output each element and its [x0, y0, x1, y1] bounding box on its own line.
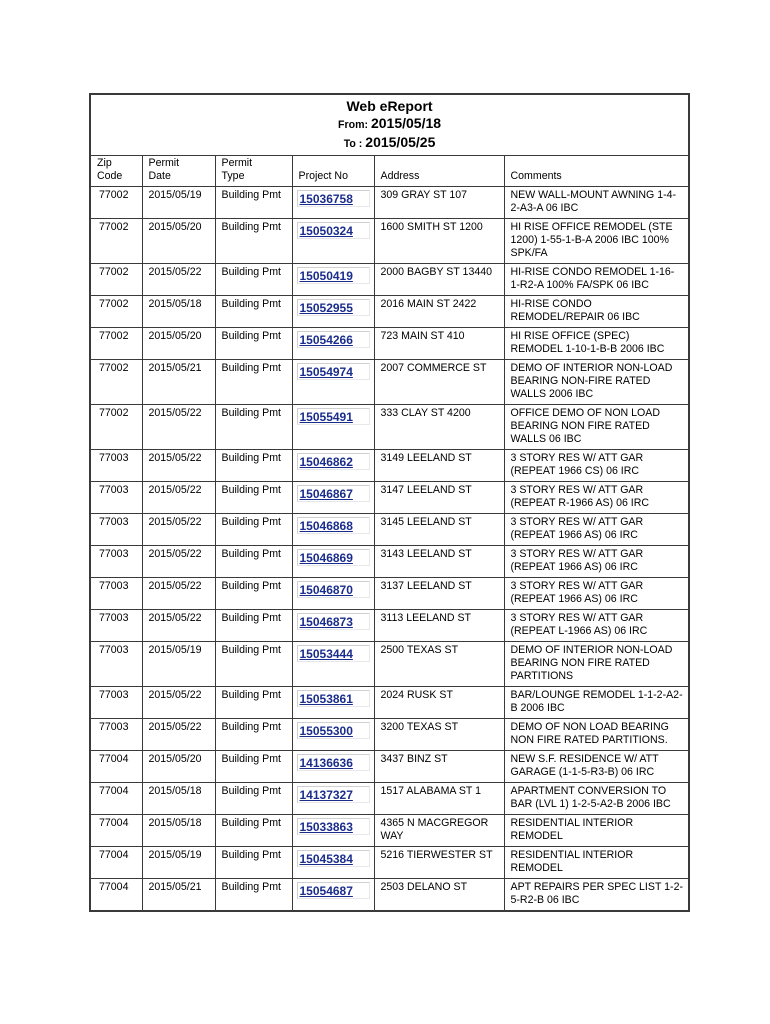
permit-date-cell: 2015/05/22 — [142, 687, 215, 719]
comments-cell: HI RISE OFFICE REMODEL (STE 1200) 1-55-1-B-A 2006 IBC 100% SPK/FA — [504, 219, 689, 264]
to-date: 2015/05/25 — [365, 134, 436, 150]
comments-cell: 3 STORY RES W/ ATT GAR (REPEAT L-1966 AS) 06 IRC — [504, 610, 689, 642]
table-row — [90, 751, 689, 783]
project-link-box — [297, 613, 370, 630]
comments-cell: DEMO OF NON LOAD BEARING NON FIRE RATED PARTITIONS. — [504, 719, 689, 751]
address-cell: 723 MAIN ST 410 — [374, 328, 504, 360]
comments-cell: BAR/LOUNGE REMODEL 1-1-2-A2-B 2006 IBC — [504, 687, 689, 719]
col-permit-date: Permit Date — [142, 156, 215, 187]
address-cell: 1517 ALABAMA ST 1 — [374, 783, 504, 815]
project-link-box — [297, 786, 370, 803]
zip-code-cell: 77002 — [90, 360, 142, 405]
address-cell: 3113 LEELAND ST — [374, 610, 504, 642]
table-row — [90, 219, 689, 264]
permit-table — [89, 93, 690, 912]
table-row — [90, 405, 689, 450]
permit-date-cell: 2015/05/18 — [142, 783, 215, 815]
table-row — [90, 187, 689, 219]
from-label: From: — [338, 119, 369, 131]
address-cell: 3137 LEELAND ST — [374, 578, 504, 610]
project-link-box — [297, 331, 370, 348]
project-link[interactable]: 15045384 — [299, 852, 353, 866]
permit-date-cell: 2015/05/22 — [142, 405, 215, 450]
permit-type-cell: Building Pmt — [215, 783, 292, 815]
col-address: Address — [374, 156, 504, 187]
comments-cell: RESIDENTIAL INTERIOR REMODEL — [504, 847, 689, 879]
project-link-box — [297, 754, 370, 771]
project-link-box — [297, 222, 370, 239]
col-comments: Comments — [504, 156, 689, 187]
project-no-cell — [292, 482, 374, 514]
project-link[interactable]: 15055300 — [299, 724, 353, 738]
project-link[interactable]: 15055491 — [299, 410, 353, 424]
permit-date-cell: 2015/05/19 — [142, 847, 215, 879]
from-line — [91, 115, 688, 134]
project-link-box — [297, 408, 370, 425]
address-cell: 2503 DELANO ST — [374, 879, 504, 912]
zip-code-cell: 77003 — [90, 719, 142, 751]
permit-date-cell: 2015/05/22 — [142, 264, 215, 296]
zip-code-cell: 77003 — [90, 578, 142, 610]
permit-date-cell: 2015/05/20 — [142, 219, 215, 264]
project-no-cell — [292, 514, 374, 546]
permit-date-cell: 2015/05/22 — [142, 482, 215, 514]
project-no-cell — [292, 578, 374, 610]
address-cell: 3145 LEELAND ST — [374, 514, 504, 546]
permit-type-cell: Building Pmt — [215, 642, 292, 687]
comments-cell: 3 STORY RES W/ ATT GAR (REPEAT 1966 AS) 06 IRC — [504, 546, 689, 578]
project-link[interactable]: 15046873 — [299, 615, 353, 629]
permit-date-cell: 2015/05/21 — [142, 360, 215, 405]
project-link-box — [297, 549, 370, 566]
table-row — [90, 847, 689, 879]
permit-date-cell: 2015/05/22 — [142, 450, 215, 482]
project-link-box — [297, 690, 370, 707]
col-zip-code: Zip Code — [90, 156, 142, 187]
address-cell: 2016 MAIN ST 2422 — [374, 296, 504, 328]
project-link[interactable]: 15054266 — [299, 333, 353, 347]
permit-type-cell: Building Pmt — [215, 187, 292, 219]
permit-type-cell: Building Pmt — [215, 815, 292, 847]
project-link-box — [297, 267, 370, 284]
address-cell: 2024 RUSK ST — [374, 687, 504, 719]
permit-date-cell: 2015/05/22 — [142, 719, 215, 751]
zip-code-cell: 77002 — [90, 328, 142, 360]
table-row — [90, 450, 689, 482]
project-no-cell — [292, 847, 374, 879]
address-cell: 333 CLAY ST 4200 — [374, 405, 504, 450]
project-link-box — [297, 850, 370, 867]
permit-type-cell: Building Pmt — [215, 578, 292, 610]
zip-code-cell: 77002 — [90, 187, 142, 219]
permit-type-cell: Building Pmt — [215, 296, 292, 328]
zip-code-cell: 77003 — [90, 546, 142, 578]
table-row — [90, 546, 689, 578]
column-header-row — [90, 156, 689, 187]
project-no-cell — [292, 719, 374, 751]
address-cell: 4365 N MACGREGOR WAY — [374, 815, 504, 847]
zip-code-cell: 77002 — [90, 219, 142, 264]
report-header — [90, 94, 689, 156]
comments-cell: NEW WALL-MOUNT AWNING 1-4-2-A3-A 06 IBC — [504, 187, 689, 219]
project-no-cell — [292, 642, 374, 687]
comments-cell: 3 STORY RES W/ ATT GAR (REPEAT 1966 AS) 06 IRC — [504, 578, 689, 610]
table-row — [90, 482, 689, 514]
zip-code-cell: 77003 — [90, 514, 142, 546]
project-link-box — [297, 299, 370, 316]
project-link[interactable]: 15054974 — [299, 365, 353, 379]
project-no-cell — [292, 450, 374, 482]
project-link-box — [297, 722, 370, 739]
project-link[interactable]: 14137327 — [299, 788, 353, 802]
permit-type-cell: Building Pmt — [215, 719, 292, 751]
address-cell: 3143 LEELAND ST — [374, 546, 504, 578]
to-label: To : — [343, 138, 363, 150]
address-cell: 2500 TEXAS ST — [374, 642, 504, 687]
table-row — [90, 719, 689, 751]
permit-type-cell: Building Pmt — [215, 219, 292, 264]
address-cell: 2000 BAGBY ST 13440 — [374, 264, 504, 296]
permit-report — [89, 93, 688, 912]
permit-type-cell: Building Pmt — [215, 687, 292, 719]
table-row — [90, 642, 689, 687]
project-link-box — [297, 190, 370, 207]
table-row — [90, 264, 689, 296]
project-no-cell — [292, 610, 374, 642]
table-row — [90, 360, 689, 405]
project-link[interactable]: 15046868 — [299, 519, 353, 533]
project-no-cell — [292, 879, 374, 912]
permit-type-cell: Building Pmt — [215, 546, 292, 578]
project-no-cell — [292, 264, 374, 296]
project-no-cell — [292, 187, 374, 219]
table-row — [90, 328, 689, 360]
zip-code-cell: 77004 — [90, 751, 142, 783]
permit-type-cell: Building Pmt — [215, 360, 292, 405]
comments-cell: 3 STORY RES W/ ATT GAR (REPEAT R-1966 AS) 06 IRC — [504, 482, 689, 514]
project-no-cell — [292, 296, 374, 328]
comments-cell: DEMO OF INTERIOR NON-LOAD BEARING NON FIRE RATED PARTITIONS — [504, 642, 689, 687]
project-no-cell — [292, 405, 374, 450]
comments-cell: HI-RISE CONDO REMODEL/REPAIR 06 IBC — [504, 296, 689, 328]
zip-code-cell: 77002 — [90, 296, 142, 328]
permit-date-cell: 2015/05/18 — [142, 296, 215, 328]
table-row — [90, 879, 689, 912]
address-cell: 5216 TIERWESTER ST — [374, 847, 504, 879]
project-link[interactable]: 15036758 — [299, 192, 353, 206]
permit-type-cell: Building Pmt — [215, 264, 292, 296]
permit-type-cell: Building Pmt — [215, 847, 292, 879]
permit-date-cell: 2015/05/22 — [142, 578, 215, 610]
project-no-cell — [292, 546, 374, 578]
project-link-box — [297, 645, 370, 662]
project-link[interactable]: 15053444 — [299, 647, 353, 661]
project-no-cell — [292, 751, 374, 783]
zip-code-cell: 77003 — [90, 450, 142, 482]
project-link[interactable]: 15052955 — [299, 301, 353, 315]
zip-code-cell: 77003 — [90, 642, 142, 687]
table-row — [90, 815, 689, 847]
project-link-box — [297, 882, 370, 899]
permit-type-cell: Building Pmt — [215, 751, 292, 783]
project-link-box — [297, 453, 370, 470]
project-link[interactable]: 15050419 — [299, 269, 353, 283]
permit-type-cell: Building Pmt — [215, 405, 292, 450]
zip-code-cell: 77004 — [90, 879, 142, 912]
project-link-box — [297, 485, 370, 502]
permit-date-cell: 2015/05/22 — [142, 514, 215, 546]
project-link[interactable]: 15050324 — [299, 224, 353, 238]
permit-date-cell: 2015/05/19 — [142, 187, 215, 219]
zip-code-cell: 77004 — [90, 815, 142, 847]
project-link[interactable]: 15046862 — [299, 455, 353, 469]
project-no-cell — [292, 328, 374, 360]
permit-type-cell: Building Pmt — [215, 450, 292, 482]
permit-date-cell: 2015/05/20 — [142, 328, 215, 360]
comments-cell: DEMO OF INTERIOR NON-LOAD BEARING NON-FIRE RATED WALLS 2006 IBC — [504, 360, 689, 405]
table-row — [90, 783, 689, 815]
permit-date-cell: 2015/05/18 — [142, 815, 215, 847]
comments-cell: APARTMENT CONVERSION TO BAR (LVL 1) 1-2-5-A2-B 2006 IBC — [504, 783, 689, 815]
zip-code-cell: 77004 — [90, 783, 142, 815]
permit-type-cell: Building Pmt — [215, 514, 292, 546]
zip-code-cell: 77002 — [90, 264, 142, 296]
project-link[interactable]: 15046870 — [299, 583, 353, 597]
permit-date-cell: 2015/05/22 — [142, 546, 215, 578]
project-no-cell — [292, 815, 374, 847]
comments-cell: 3 STORY RES W/ ATT GAR (REPEAT 1966 CS) 06 IRC — [504, 450, 689, 482]
zip-code-cell: 77002 — [90, 405, 142, 450]
permit-type-cell: Building Pmt — [215, 482, 292, 514]
address-cell: 3147 LEELAND ST — [374, 482, 504, 514]
project-link[interactable]: 15054687 — [299, 884, 353, 898]
table-row — [90, 296, 689, 328]
col-project-no: Project No — [292, 156, 374, 187]
to-line — [91, 134, 688, 153]
table-row — [90, 578, 689, 610]
permit-date-cell: 2015/05/21 — [142, 879, 215, 912]
address-cell: 2007 COMMERCE ST — [374, 360, 504, 405]
zip-code-cell: 77003 — [90, 482, 142, 514]
address-cell: 309 GRAY ST 107 — [374, 187, 504, 219]
zip-code-cell: 77003 — [90, 610, 142, 642]
permit-date-cell: 2015/05/22 — [142, 610, 215, 642]
project-no-cell — [292, 783, 374, 815]
project-no-cell — [292, 219, 374, 264]
project-link[interactable]: 15046867 — [299, 487, 353, 501]
project-link[interactable]: 15053861 — [299, 692, 353, 706]
col-permit-type: Permit Type — [215, 156, 292, 187]
comments-cell: HI-RISE CONDO REMODEL 1-16-1-R2-A 100% FA/SPK 06 IBC — [504, 264, 689, 296]
report-title: Web eReport — [346, 98, 433, 114]
project-link-box — [297, 517, 370, 534]
project-link-box — [297, 818, 370, 835]
comments-cell: OFFICE DEMO OF NON LOAD BEARING NON FIRE RATED WALLS 06 IBC — [504, 405, 689, 450]
table-row — [90, 687, 689, 719]
address-cell: 3437 BINZ ST — [374, 751, 504, 783]
comments-cell: HI RISE OFFICE (SPEC) REMODEL 1-10-1-B-B 2006 IBC — [504, 328, 689, 360]
address-cell: 3149 LEELAND ST — [374, 450, 504, 482]
table-row — [90, 514, 689, 546]
table-row — [90, 610, 689, 642]
project-link[interactable]: 15033863 — [299, 820, 353, 834]
comments-cell: NEW S.F. RESIDENCE W/ ATT GARAGE (1-1-5-R3-B) 06 IRC — [504, 751, 689, 783]
project-link-box — [297, 581, 370, 598]
project-no-cell — [292, 687, 374, 719]
permit-type-cell: Building Pmt — [215, 879, 292, 912]
address-cell: 3200 TEXAS ST — [374, 719, 504, 751]
project-link-box — [297, 363, 370, 380]
comments-cell: APT REPAIRS PER SPEC LIST 1-2-5-R2-B 06 IBC — [504, 879, 689, 912]
zip-code-cell: 77003 — [90, 687, 142, 719]
zip-code-cell: 77004 — [90, 847, 142, 879]
project-link[interactable]: 14136636 — [299, 756, 353, 770]
permit-date-cell: 2015/05/20 — [142, 751, 215, 783]
project-link[interactable]: 15046869 — [299, 551, 353, 565]
permit-type-cell: Building Pmt — [215, 610, 292, 642]
permit-date-cell: 2015/05/19 — [142, 642, 215, 687]
from-date: 2015/05/18 — [370, 115, 442, 131]
comments-cell: RESIDENTIAL INTERIOR REMODEL — [504, 815, 689, 847]
project-no-cell — [292, 360, 374, 405]
address-cell: 1600 SMITH ST 1200 — [374, 219, 504, 264]
comments-cell: 3 STORY RES W/ ATT GAR (REPEAT 1966 AS) 06 IRC — [504, 514, 689, 546]
permit-type-cell: Building Pmt — [215, 328, 292, 360]
